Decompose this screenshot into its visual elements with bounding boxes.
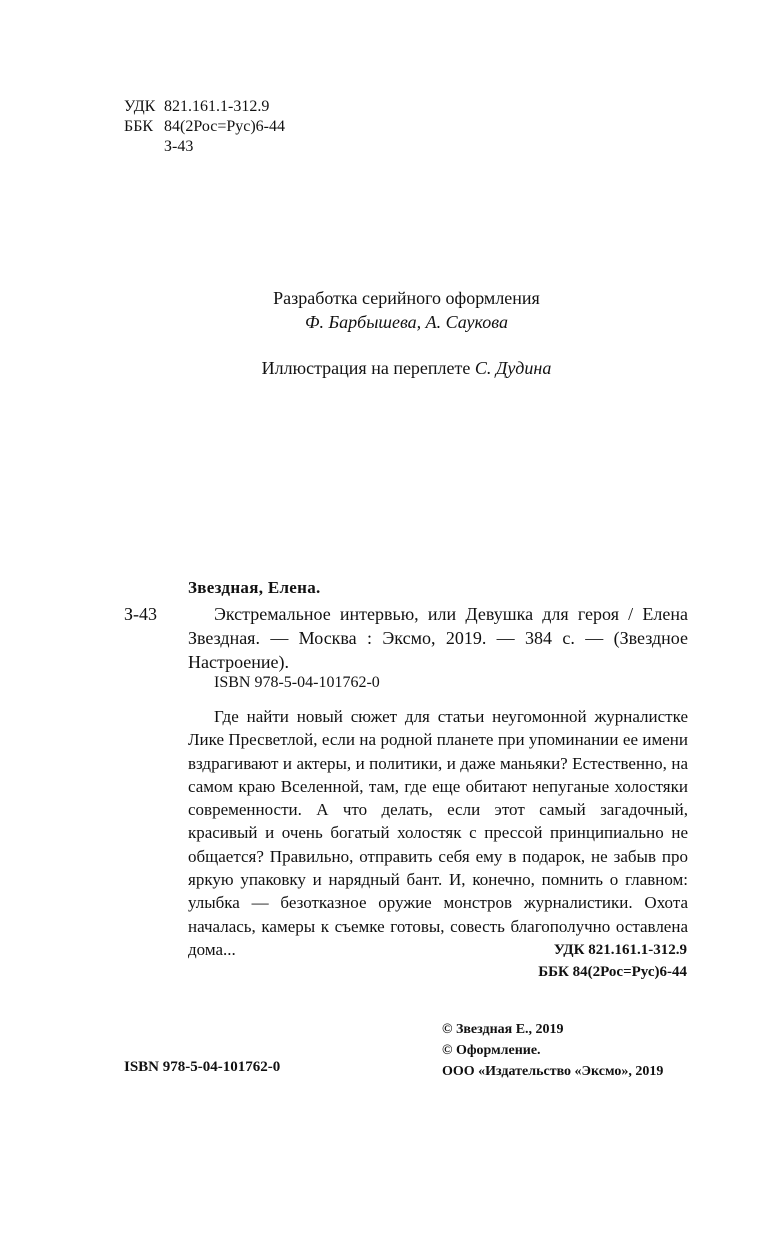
copyright-line-1: © Звездная Е., 2019 xyxy=(442,1022,564,1037)
copyright-block xyxy=(442,1019,663,1082)
annotation: Где найти новый сюжет для статьи неугомонной журналистке Лике Пресветлой, если на родной планете при упоминании ее имени вздрагивают и актеры, и политики, и даже маньяки? Естественно, на самом краю Вселенной, там, где еще обитают непуганые холостяки современности. А что делать, если этот самый загадочный, красивый и очень богатый холостяк с прессой принципиально не общается? Правильно, отправить себя ему в подарок, не забыв про яркую упаковку и нарядный бант. И, конечно, помнить о главном: улыбка — безотказное оружие монстров журналистики. Охота началась, камеры к съемке готовы, совесть благополучно оставлена дома... xyxy=(188,707,688,959)
udk-value: 821.161.1-312.9 xyxy=(164,98,270,115)
illustration-credit xyxy=(124,356,689,380)
bibliography-description: Экстремальное интервью, или Девушка для героя / Елена Звездная. — Москва : Эксмо, 2019. — 384 с. — (Звездное Настроение). xyxy=(188,604,688,672)
copyright-line-2: © Оформление. xyxy=(442,1043,541,1058)
udk-code-right: УДК 821.161.1-312.9 xyxy=(553,942,687,958)
isbn-bottom: ISBN 978-5-04-101762-0 xyxy=(124,1059,281,1075)
credits-block xyxy=(124,286,689,380)
classification-block xyxy=(124,97,285,157)
bbk-value: 84(2Рос=Рус)6-44 xyxy=(164,118,286,135)
bbk-label: ББК xyxy=(124,118,154,135)
udk-label: УДК xyxy=(124,98,156,115)
bibliography-isbn: ISBN 978-5-04-101762-0 xyxy=(214,674,380,691)
codes-right xyxy=(538,939,687,983)
illustration-label: Иллюстрация на переплете xyxy=(261,358,471,378)
bbk-row xyxy=(124,117,285,137)
series-design-label: Разработка серийного оформления xyxy=(273,288,540,308)
series-design-authors: Ф. Барбышева, А. Саукова xyxy=(305,312,508,332)
illustration-author: С. Дудина xyxy=(474,358,552,378)
bibliography-code: З-43 xyxy=(124,604,158,624)
bibliography-author: Звездная, Елена. xyxy=(188,578,321,597)
author-mark: З-43 xyxy=(164,138,194,155)
udk-row xyxy=(124,97,285,117)
bbk-code-right: ББК 84(2Рос=Рус)6-44 xyxy=(538,964,687,980)
copyright-line-3: ООО «Издательство «Эксмо», 2019 xyxy=(442,1064,664,1079)
